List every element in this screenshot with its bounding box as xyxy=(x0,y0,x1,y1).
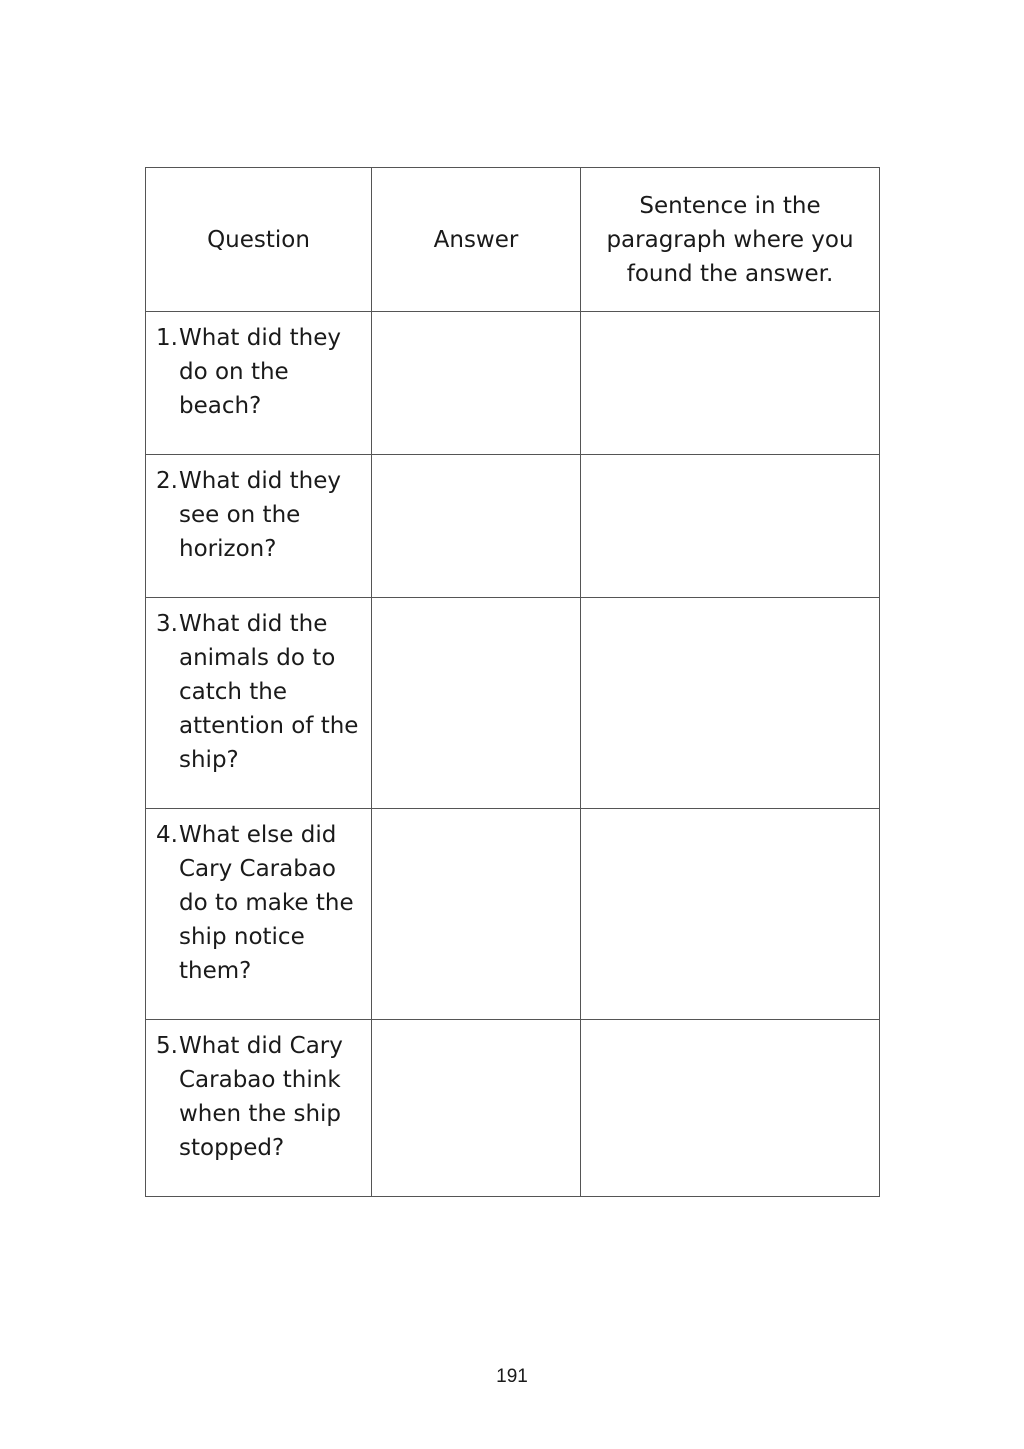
sentence-cell[interactable] xyxy=(581,809,880,1020)
answer-cell[interactable] xyxy=(372,1020,581,1197)
question-text: What did they see on the horizon? xyxy=(179,468,341,562)
question-number: 2. xyxy=(156,468,178,494)
question-text: What did the animals do to catch the attention of the ship? xyxy=(179,611,359,773)
table-row xyxy=(146,312,880,455)
answer-cell[interactable] xyxy=(372,598,581,809)
table-row xyxy=(146,1020,880,1197)
table-row xyxy=(146,598,880,809)
question-text: What else did Cary Carabao do to make the ship notice them? xyxy=(179,822,354,984)
question-text: What did they do on the beach? xyxy=(179,325,341,419)
question-number: 5. xyxy=(156,1033,178,1059)
question-text: What did Cary Carabao think when the ship stopped? xyxy=(179,1033,343,1161)
table-header-row xyxy=(146,168,880,312)
question-cell xyxy=(146,455,372,598)
sentence-cell[interactable] xyxy=(581,312,880,455)
question-number: 4. xyxy=(156,822,178,848)
table-row xyxy=(146,455,880,598)
header-question: Question xyxy=(146,168,372,312)
table-row xyxy=(146,809,880,1020)
answer-cell[interactable] xyxy=(372,455,581,598)
question-cell xyxy=(146,312,372,455)
sentence-cell[interactable] xyxy=(581,598,880,809)
answer-cell[interactable] xyxy=(372,809,581,1020)
sentence-cell[interactable] xyxy=(581,1020,880,1197)
header-sentence: Sentence in the paragraph where you found the answer. xyxy=(581,168,880,312)
header-answer: Answer xyxy=(372,168,581,312)
question-cell xyxy=(146,809,372,1020)
answer-cell[interactable] xyxy=(372,312,581,455)
question-cell xyxy=(146,1020,372,1197)
page-number: 191 xyxy=(496,1366,528,1387)
sentence-cell[interactable] xyxy=(581,455,880,598)
question-cell xyxy=(146,598,372,809)
question-number: 3. xyxy=(156,611,178,637)
worksheet-table xyxy=(145,167,880,1197)
question-number: 1. xyxy=(156,325,178,351)
